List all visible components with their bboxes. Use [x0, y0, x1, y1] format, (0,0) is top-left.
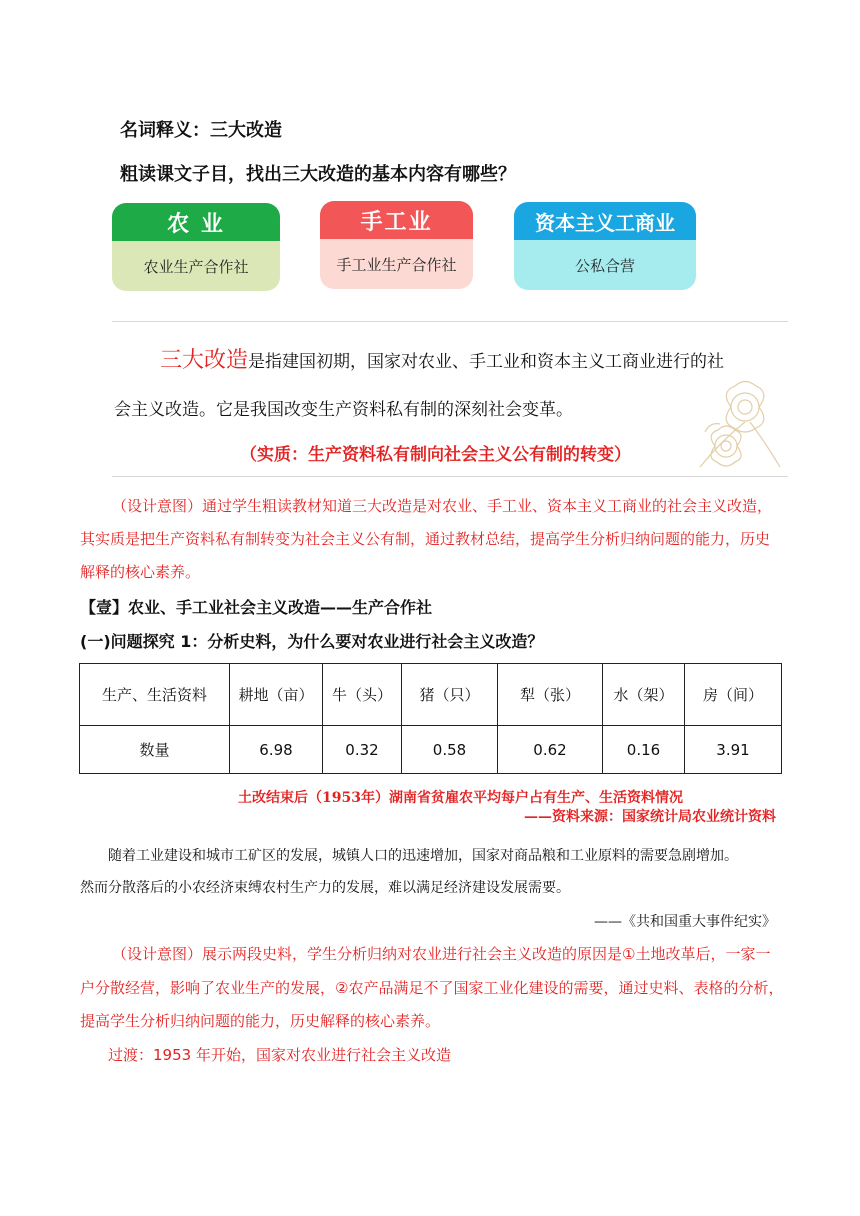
design-intent-2-line-2: 户分散经营，影响了农业生产的发展，②农产品满足不了国家工业化建设的需要，通过史料、表格的分析，: [80, 979, 784, 997]
table-cell: 3.91: [685, 726, 782, 774]
table-header: 生产、生活资料: [80, 664, 230, 726]
card-handicraft: [320, 201, 473, 289]
card-content: 农业生产合作社: [112, 241, 280, 291]
card-agriculture: [112, 203, 280, 291]
table-header-row: [80, 664, 782, 726]
design-intent-1-line-1: （设计意图）通过学生粗读教材知道三大改造是对农业、手工业、资本主义工商业的社会主义改造，: [112, 497, 773, 515]
flower-decoration-icon: [690, 372, 790, 472]
quote-line-1: 随着工业建设和城市工矿区的发展，城镇人口的迅速增加，国家对商品粮和工业原料的需要急剧增加。: [108, 848, 738, 864]
definition-text-2: 会主义改造。它是我国改变生产资料私有制的深刻社会变革。: [114, 400, 573, 420]
design-intent-1-line-3: 解释的核心素养。: [80, 563, 201, 581]
transition-text: 过渡：1953 年开始，国家对农业进行社会主义改造: [108, 1046, 451, 1064]
table-header: 牛（头）: [323, 664, 402, 726]
card-title: 手工业: [320, 201, 473, 239]
definition-line-1: [160, 343, 724, 374]
design-intent-2-line-1: （设计意图）展示两段史料，学生分析归纳对农业进行社会主义改造的原因是①土地改革后，一家一: [112, 945, 771, 963]
table-header: 房（间）: [685, 664, 782, 726]
table-row-label: 数量: [80, 726, 230, 774]
divider-bottom: [112, 476, 788, 477]
resources-table: [79, 663, 782, 774]
divider-top: [112, 321, 788, 322]
quote-line-2: 然而分散落后的小农经济束缚农村生产力的发展，难以满足经济建设发展需要。: [80, 880, 570, 896]
card-capitalist-industry: [514, 202, 696, 290]
card-content: 手工业生产合作社: [320, 239, 473, 289]
design-intent-2-line-3: 提高学生分析归纳问题的能力，历史解释的核心素养。: [80, 1012, 441, 1030]
question-1: (一)问题探究 1：分析史料，为什么要对农业进行社会主义改造？: [80, 632, 544, 651]
table-header: 猪（只）: [402, 664, 498, 726]
table-cell: 0.58: [402, 726, 498, 774]
table-header: 水（架）: [603, 664, 685, 726]
quote-source: ——《共和国重大事件纪实》: [594, 914, 776, 930]
table-header: 耕地（亩）: [230, 664, 323, 726]
definition-text-1: 是指建国初期，国家对农业、手工业和资本主义工商业进行的社: [248, 352, 725, 372]
card-title: 资本主义工商业: [514, 202, 696, 240]
section-title: 【壹】农业、手工业社会主义改造——生产合作社: [80, 598, 433, 617]
table-source: ——资料来源：国家统计局农业统计资料: [524, 809, 776, 825]
table-cell: 0.62: [498, 726, 603, 774]
table-cell: 6.98: [230, 726, 323, 774]
table-cell: 0.32: [323, 726, 402, 774]
table-row: [80, 726, 782, 774]
definition-term: 三大改造: [160, 348, 249, 373]
table-caption: 土改结束后（1953年）湖南省贫雇农平均每户占有生产、生活资料情况: [238, 790, 683, 806]
design-intent-1-line-2: 其实质是把生产资料私有制转变为社会主义公有制，通过教材总结，提高学生分析归纳问题的能力，历史: [80, 530, 771, 548]
card-title: 农 业: [112, 203, 280, 241]
question-heading: 粗读课文子目，找出三大改造的基本内容有哪些？: [120, 164, 516, 185]
term-heading: 名词释义：三大改造: [120, 120, 282, 141]
table-cell: 0.16: [603, 726, 685, 774]
card-content: 公私合营: [514, 240, 696, 290]
table-header: 犁（张）: [498, 664, 603, 726]
definition-essence: （实质：生产资料私有制向社会主义公有制的转变）: [240, 445, 631, 465]
